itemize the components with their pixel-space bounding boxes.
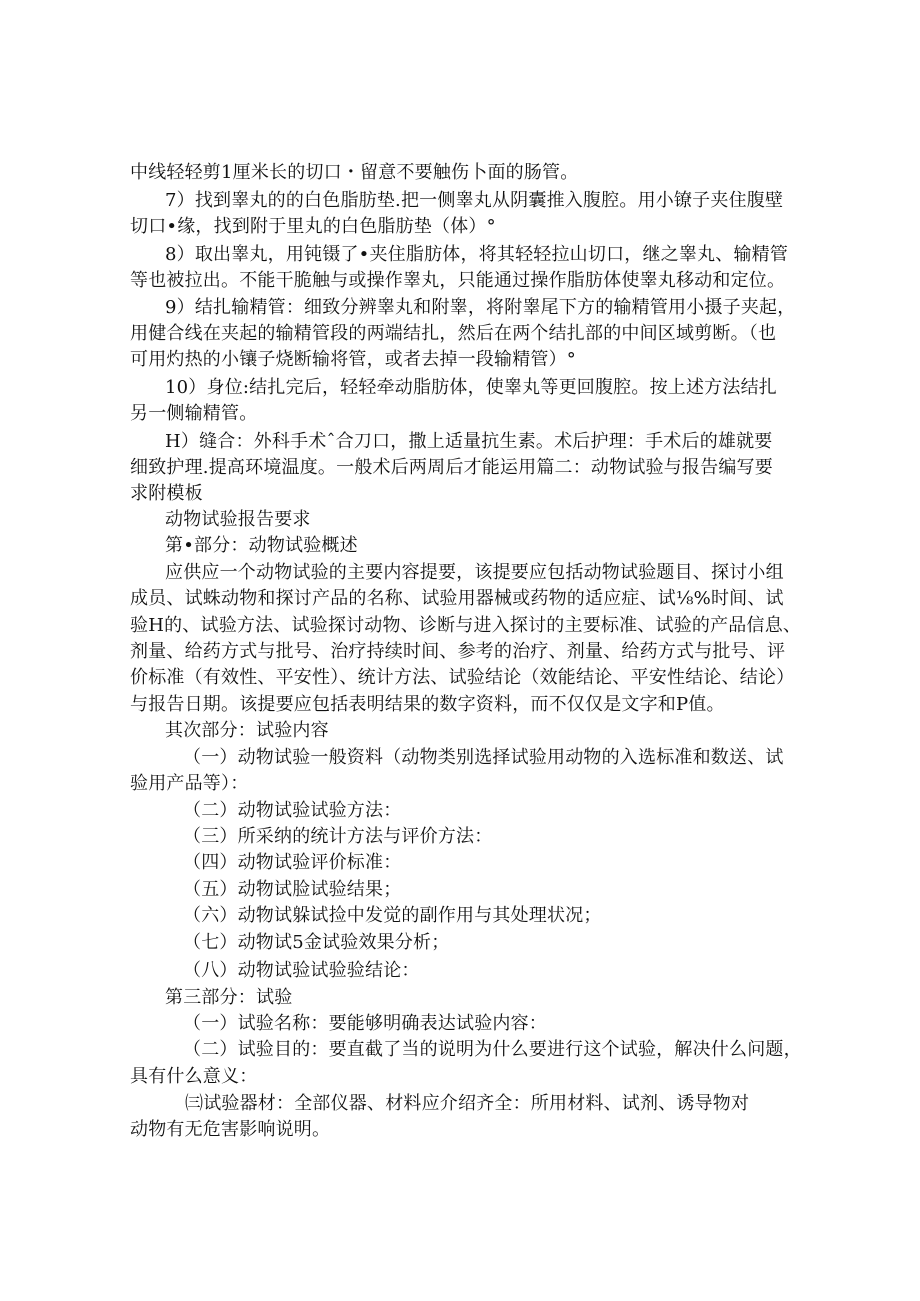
text-line: 8）取出睾丸，用钝镊了•夹住脂肪体，将其轻轻拉山切口，继之睾丸、输精管	[165, 244, 789, 265]
list-item: （二）试验目的：要直截了当的说明为什么要进行这个试验，解决什么问题，	[183, 1039, 802, 1060]
section-heading: 其次部分：试验内容	[165, 720, 329, 741]
text-line: 等也被拉出。不能干脆触与或操作睾丸，只能通过操作脂肪体使睾丸移动和定位。	[130, 270, 786, 291]
text-line: 细致护理.提高环境温度。一般术后两周后才能运用篇二：动物试验与报告编写要	[130, 457, 773, 478]
list-item: （八）动物试验试验验结论：	[183, 960, 420, 981]
list-item: （一）动物试验一般资料（动物类别选择试验用动物的入选标准和数送、试	[183, 747, 784, 768]
text-line: 验用产品等）：	[130, 773, 249, 794]
text-line: 10）身位:结扎完后，轻轻牵动脂肪体，使睾丸等更回腹腔。按上述方法结扎	[165, 377, 777, 398]
text-line: 另一侧输精管。	[130, 403, 258, 424]
list-item: （七）动物试5金试验效果分析；	[183, 932, 450, 953]
list-item: ㈢试验器材：全部仪器、材料应介绍齐全：所用材料、试剂、诱导物对	[185, 1093, 750, 1114]
text-line: 可用灼热的小镶子烧断输将管，或者去掉一段输精管）°	[130, 349, 576, 370]
section-heading: 动物试验报告要求	[165, 509, 311, 530]
list-item: （三）所采纳的统计方法与评价方法：	[183, 826, 493, 847]
list-item: （五）动物试脸试验结果；	[183, 879, 402, 900]
list-item: （四）动物试验评价标准：	[183, 852, 402, 873]
text-line: 切口•缘，找到附于里丸的白色脂肪垫（体）°	[130, 216, 496, 237]
text-line: 具有什么意义：	[130, 1066, 258, 1087]
text-line: 应供应一个动物试验的主要内容提要，该提要应包括动物试验题目、探讨小组	[165, 562, 784, 583]
text-line: 7）找到睾丸的的白色脂肪垫.把一侧睾丸从阴囊推入腹腔。用小镣子夹住腹壁	[165, 190, 784, 211]
text-line: 用健合线在夹起的输精管段的两端结扎，然后在两个结扎部的中间区域剪断。（也	[130, 323, 777, 344]
text-line: 价标准（有效性、平安性）、统计方法、试验结论（效能结论、平安性结论、结论）	[130, 667, 795, 688]
section-heading: 第•部分：动物试验概述	[165, 535, 358, 556]
text-line: 动物有无危害影响说明。	[130, 1119, 331, 1140]
text-line: 求附模板	[130, 483, 203, 504]
text-line: 9）结扎输精管：细致分辨睾丸和附睾，将附睾尾下方的输精管用小摄子夹起，	[165, 297, 796, 318]
text-line: 中线轻轻剪1厘米长的切口・留意不要触伤卜面的肠管。	[130, 162, 579, 183]
text-line: 与报告日期。该提要应包括表明结果的数字资料，而不仅仅是文字和P值。	[130, 694, 725, 715]
text-line: 验H的、试验方法、试验探讨动物、诊断与进入探讨的主要标准、试验的产品信息、	[130, 615, 802, 636]
text-line: 剂量、给药方式与批号、治疗持续时间、参考的治疗、剂量、给药方式与批号、评	[130, 641, 786, 662]
text-line: 成员、试蛛动物和探讨产品的名称、试验用器械或药物的适应症、试⅛%时间、试	[130, 588, 784, 609]
list-item: （二）动物试验试验方法：	[183, 800, 402, 821]
list-item: （六）动物试躲试捡中发觉的副作用与其处理状况；	[183, 905, 602, 926]
list-item: （一）试验名称：要能够明确表达试验内容：	[183, 1013, 547, 1034]
text-line: H）缝合：外科手术ˆ合刀口，撒上适量抗生素。术后护理：手术后的雄就要	[165, 431, 773, 452]
section-heading: 第三部分：试验	[165, 987, 293, 1008]
